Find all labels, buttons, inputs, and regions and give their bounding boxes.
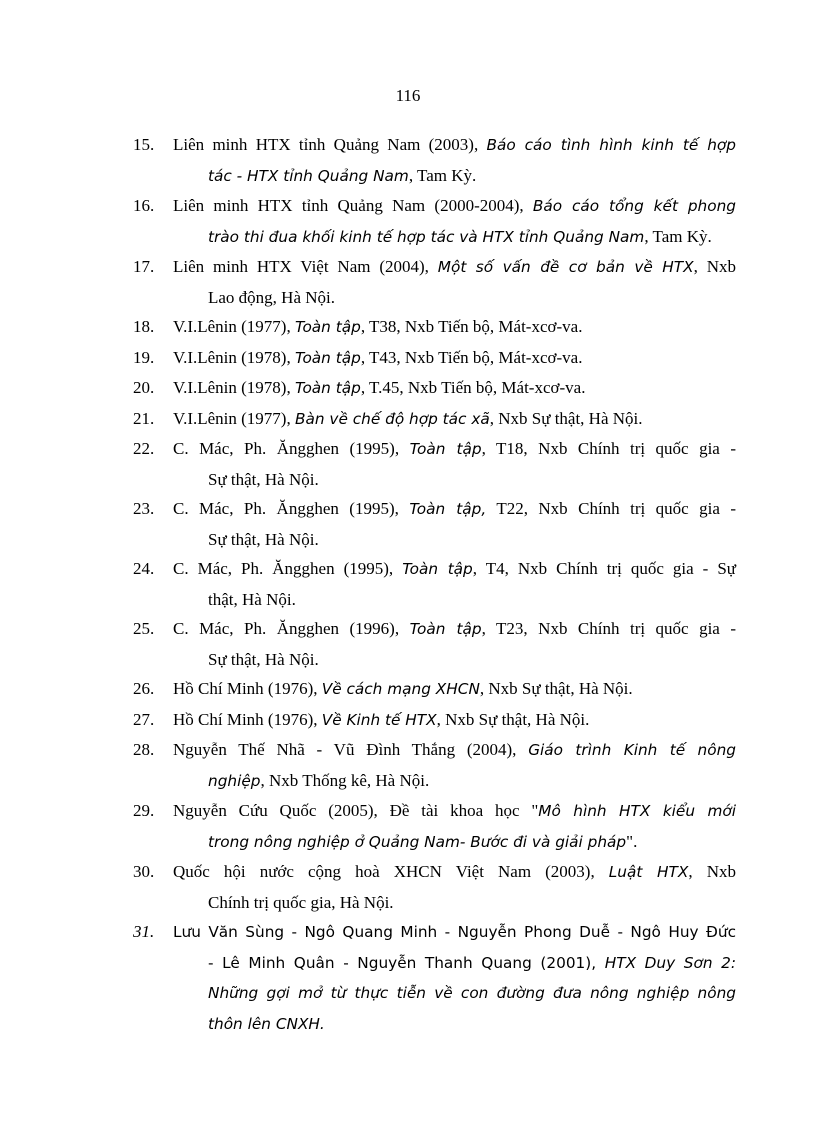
reference-text: Sự thật, Hà Nội. [208,529,319,549]
reference-title-text: nghiệp [208,771,261,790]
reference-text: C. Mác, Ph. Ăngghen (1996), [173,619,410,638]
reference-item [133,554,736,614]
reference-line [133,645,736,675]
reference-text: , T4, Nxb Chính trị quốc gia - Sự [472,559,737,578]
reference-text: Sự thật, Hà Nội. [208,649,319,669]
reference-number: 29. [133,801,155,820]
reference-item [133,857,736,917]
reference-title-text: Những gợi mở từ thực tiễn về con đường đưa nông nghiệp nông [208,984,736,1002]
reference-item [133,674,736,705]
reference-title-text: Mô hình HTX kiểu mới [538,802,736,820]
reference-number: 30. [133,862,155,881]
reference-text: Lưu Văn Sùng - Ngô Quang Minh - Nguyễn Phong Duễ - Ngô Huy Đức [173,923,736,941]
reference-line [133,373,736,404]
reference-text: , T18, Nxb Chính trị quốc gia - [481,439,736,458]
reference-text: Nguyễn Thế Nhã - Vũ Đình Thắng (2004), [173,740,529,759]
reference-text: V.I.Lênin (1978), [173,347,295,367]
reference-item [133,735,736,796]
reference-item [133,130,736,191]
reference-text: Liên minh HTX tỉnh Quảng Nam (2003), [173,135,487,154]
reference-number: 28. [133,740,155,759]
reference-text: , Nxb Thống kê, Hà Nội. [260,770,430,790]
reference-line [133,888,736,918]
reference-line [133,222,736,253]
reference-number: 16. [133,196,155,215]
reference-text: Lao động, Hà Nội. [208,287,336,307]
reference-text: , Nxb Sự thật, Hà Nội. [436,709,590,729]
reference-item [133,252,736,312]
reference-title-text: tác - HTX tỉnh Quảng Nam [208,166,409,185]
reference-number: 18. [133,317,155,336]
reference-number: 15. [133,135,155,154]
reference-title-text: Giáo trình Kinh tế nông [528,741,736,759]
reference-text: V.I.Lênin (1978), [173,378,295,397]
reference-line [133,1009,736,1040]
reference-line [133,917,736,948]
reference-item [133,494,736,554]
reference-text: Hồ Chí Minh (1976), [173,709,322,729]
reference-number: 25. [133,619,155,638]
reference-line [133,283,736,313]
reference-text: ". [626,831,638,851]
reference-title-text: Báo cáo tổng kết phong [532,197,736,215]
reference-title-text: Toàn tập [402,560,473,578]
reference-title-text: Toàn tập [294,348,361,367]
reference-number: 27. [133,709,155,729]
reference-number: 26. [133,679,155,698]
reference-number: 21. [133,408,155,428]
reference-line [133,404,736,435]
reference-item [133,404,736,435]
reference-text: Sự thật, Hà Nội. [208,469,319,489]
reference-number: 20. [133,378,155,397]
reference-line [133,827,736,858]
reference-title-text: Toàn tập [294,318,361,336]
reference-line [133,554,736,585]
reference-text: , Nxb [693,257,736,276]
reference-text: Liên minh HTX Việt Nam (2004), [173,257,438,276]
reference-item [133,917,736,1039]
reference-line [133,191,736,222]
reference-title-text: Toàn tập, [409,500,487,518]
reference-line [133,585,736,615]
reference-title-text: Toàn tập [409,620,482,638]
reference-number: 24. [133,559,155,578]
reference-text: Liên minh HTX tỉnh Quảng Nam (2000-2004), [173,196,533,215]
reference-item [133,614,736,674]
reference-text: thật, Hà Nội. [208,589,296,609]
reference-line [133,312,736,343]
reference-text: , T38, Nxb Tiến bộ, Mát-xcơ-va. [360,317,583,336]
reference-text: Hồ Chí Minh (1976), [173,679,322,698]
reference-line [133,494,736,525]
reference-title-text: Luật HTX [608,863,689,881]
reference-text: , Nxb Sự thật, Hà Nội. [479,679,633,698]
reference-item [133,796,736,857]
reference-number: 22. [133,439,155,458]
reference-line [133,130,736,161]
reference-text: , T23, Nxb Chính trị quốc gia - [481,619,736,638]
reference-title-text: Bàn về chế độ hợp tác xã [294,409,490,428]
reference-line [133,674,736,705]
reference-item [133,191,736,252]
reference-item [133,705,736,736]
reference-line [133,705,736,736]
page-number: 116 [395,86,421,105]
reference-line [133,735,736,766]
reference-list [133,130,736,1039]
reference-item [133,312,736,343]
reference-text: Nguyễn Cứu Quốc (2005), Đề tài khoa học " [173,801,539,820]
reference-number: 19. [133,347,155,367]
reference-text: V.I.Lênin (1977), [173,408,295,428]
reference-text: C. Mác, Ph. Ăngghen (1995), [173,559,403,578]
reference-text: Quốc hội nước cộng hoà XHCN Việt Nam (2003), [173,862,609,881]
reference-text: , Tam Kỳ. [644,226,712,246]
reference-line [133,766,736,797]
reference-text: V.I.Lênin (1977), [173,317,295,336]
reference-line [133,948,736,979]
reference-text: , T.45, Nxb Tiến bộ, Mát-xcơ-va. [360,378,586,397]
reference-number: 17. [133,257,155,276]
reference-line [133,465,736,495]
reference-text: C. Mác, Ph. Ăngghen (1995), [173,439,410,458]
reference-text: T22, Nxb Chính trị quốc gia - [486,499,736,518]
reference-text: , T43, Nxb Tiến bộ, Mát-xcơ-va. [360,347,583,367]
reference-text: , Tam Kỳ. [408,165,477,185]
reference-text: Chính trị quốc gia, Hà Nội. [208,892,394,912]
reference-number: 23. [133,499,155,518]
reference-line [133,796,736,827]
reference-title-text: Toàn tập [409,440,482,458]
reference-line [133,434,736,465]
reference-item [133,373,736,404]
reference-title-text: thôn lên CNXH. [208,1014,325,1033]
reference-title-text: trào thi đua khối kinh tế hợp tác và HTX tỉnh Quảng Nam [208,227,645,246]
reference-title-text: trong nông nghiệp ở Quảng Nam- Bước đi và giải pháp [208,832,627,851]
reference-title-text: Một số vấn đề cơ bản về HTX [437,258,694,276]
reference-text: , Nxb [688,862,736,881]
reference-item [133,434,736,494]
reference-line [133,978,736,1009]
reference-item [133,343,736,374]
reference-text: C. Mác, Ph. Ăngghen (1995), [173,499,410,518]
reference-line [133,252,736,283]
reference-title-text: Toàn tập [294,379,361,397]
reference-line [133,525,736,555]
reference-title-text: HTX Duy Sơn 2: [604,953,736,972]
reference-line [133,343,736,374]
reference-text: , Nxb Sự thật, Hà Nội. [489,408,643,428]
reference-title-text: Báo cáo tình hình kinh tế hợp [486,136,736,154]
reference-number: 31. [133,922,155,941]
reference-title-text: Về cách mạng XHCN [321,680,480,698]
reference-line [133,614,736,645]
reference-line [133,161,736,192]
reference-title-text: Về Kinh tế HTX [321,710,437,729]
reference-text: - Lê Minh Quân - Nguyễn Thanh Quang (2001), [208,953,605,972]
reference-line [133,857,736,888]
